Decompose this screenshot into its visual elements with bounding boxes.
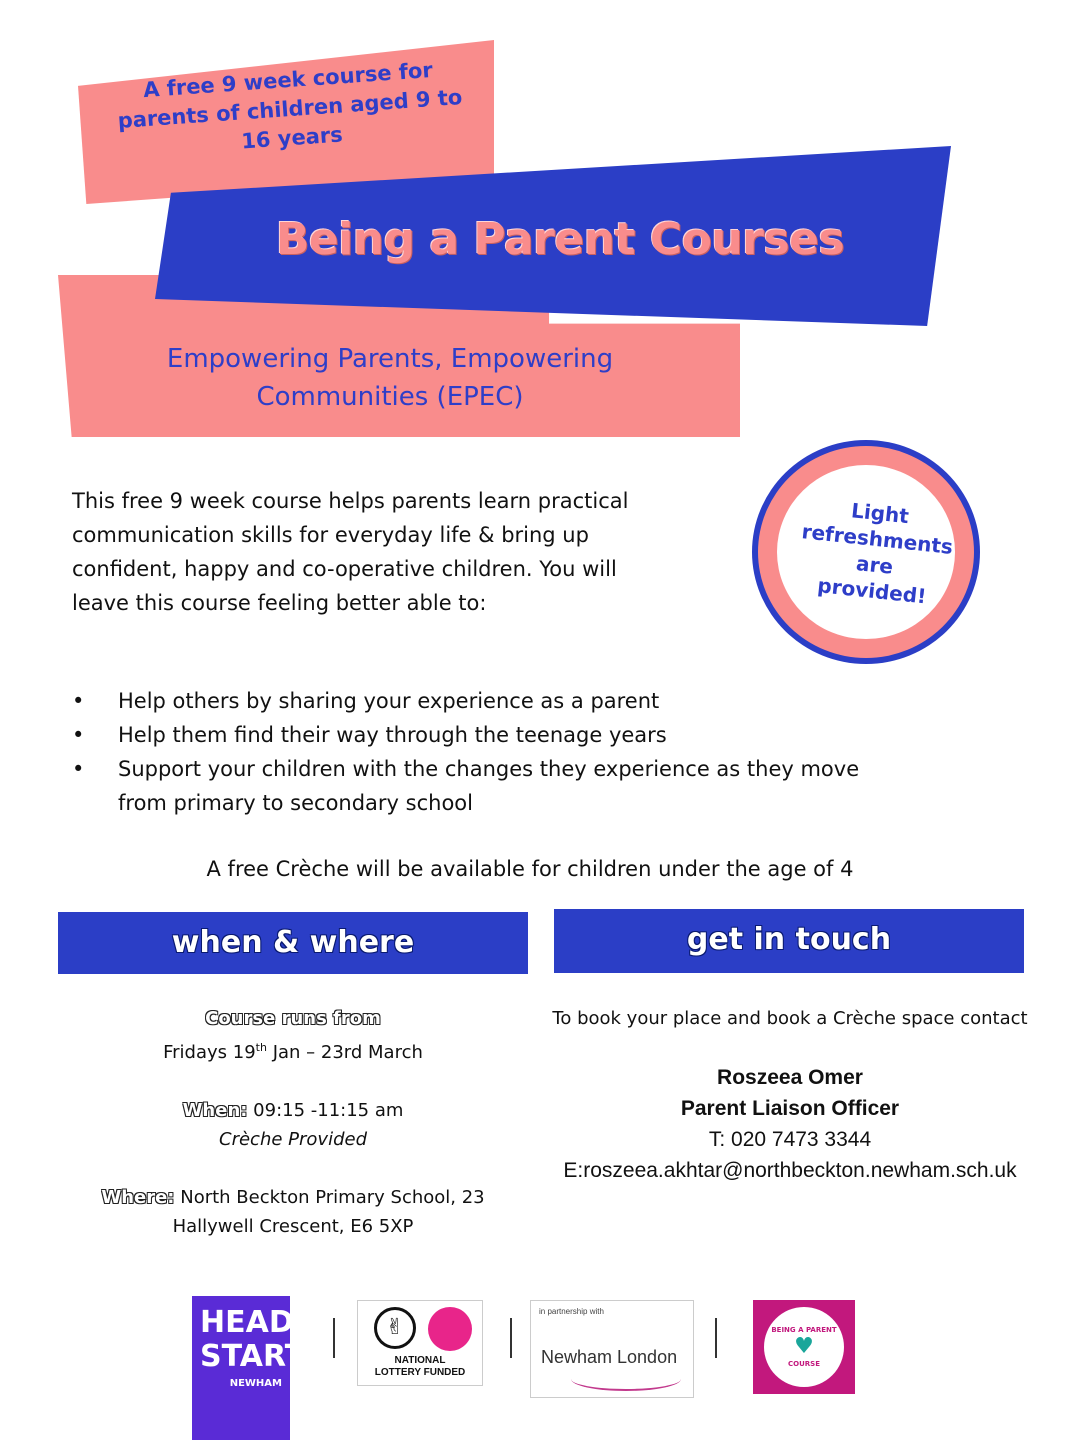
logo-divider xyxy=(333,1318,335,1358)
contact-role: Parent Liaison Officer xyxy=(680,1097,900,1120)
lottery-line-2: LOTTERY FUNDED xyxy=(374,1367,466,1378)
refreshments-badge xyxy=(752,440,980,664)
crossed-fingers-icon: ✌ xyxy=(374,1307,416,1349)
where-value-line-2: Hallywell Crescent, E6 5XP xyxy=(172,1216,414,1237)
refreshments-line-2: refreshments are xyxy=(800,519,955,579)
logo-divider xyxy=(715,1318,717,1358)
where-value-line-1: North Beckton Primary School, 23 xyxy=(174,1187,485,1208)
list-item: • Help them find their way through the teenage years xyxy=(72,718,892,752)
newham-logo xyxy=(530,1300,694,1398)
lottery-line-1: NATIONAL xyxy=(394,1355,446,1366)
being-a-parent-circle xyxy=(764,1307,844,1387)
refreshments-line-3: provided! xyxy=(816,573,928,609)
when-where-heading xyxy=(58,912,528,974)
lottery-text xyxy=(358,1355,482,1379)
subtitle-line-1: Empowering Parents, Empowering xyxy=(166,344,614,374)
bap-bottom-text: COURSE xyxy=(788,1360,820,1368)
contact-name: Roszeea Omer xyxy=(717,1066,863,1089)
refreshments-badge-inner xyxy=(777,465,955,639)
when-label: When: xyxy=(182,1100,248,1121)
bap-top-text: BEING A PARENT xyxy=(771,1326,837,1334)
get-in-touch-heading xyxy=(554,909,1024,973)
logo-divider xyxy=(510,1318,512,1358)
when-value: 09:15 -11:15 am xyxy=(247,1100,404,1121)
benefits-list xyxy=(72,684,892,820)
refreshments-text xyxy=(792,492,960,612)
creche-provided: Crèche Provided xyxy=(219,1129,367,1150)
tagline: A free 9 week course for parents of children aged 9 to 16 years xyxy=(116,57,464,154)
get-in-touch-heading-text: get in touch xyxy=(686,922,892,957)
headstart-line-3: NEWHAM xyxy=(229,1378,282,1389)
lottery-logo xyxy=(357,1300,483,1386)
when-where-heading-text: when & where xyxy=(171,925,415,960)
course-dates-end: Jan – 23rd March xyxy=(266,1042,423,1063)
headstart-line-2: START xyxy=(200,1339,306,1374)
contact-details xyxy=(520,1062,1060,1186)
contact-phone: T: 020 7473 3344 xyxy=(708,1128,872,1151)
contact-intro: To book your place and book a Crèche space contact xyxy=(552,1008,1028,1029)
course-dates-suffix: th xyxy=(255,1041,267,1054)
heart-icon: ♥ xyxy=(794,1334,814,1359)
course-time xyxy=(58,1096,528,1125)
being-a-parent-logo xyxy=(753,1300,855,1394)
headstart-logo xyxy=(192,1296,306,1440)
list-item: • Help others by sharing your experience as a parent xyxy=(72,684,892,718)
creche-note: A free Crèche will be available for children under the age of 4 xyxy=(206,857,854,881)
where-label: Where: xyxy=(101,1187,175,1208)
refreshments-line-1: Light xyxy=(850,498,911,529)
contact-email: E:roszeea.akhtar@northbeckton.newham.sch.uk xyxy=(563,1159,1017,1182)
intro-paragraph: This free 9 week course helps parents learn practical communication skills for everyday life & bring up confident, happy and co-operative children. You will leave this course feeling better able to: xyxy=(72,489,629,615)
course-dates-start: Fridays 19 xyxy=(163,1042,256,1063)
course-location xyxy=(58,1183,528,1212)
page-subtitle xyxy=(110,340,670,416)
course-runs-label: Course runs from xyxy=(205,1008,381,1029)
list-item: • Support your children with the changes they experience as they move from primary to secondary school xyxy=(72,752,892,820)
headstart-line-1: HEAD xyxy=(200,1305,294,1340)
course-dates xyxy=(58,1033,528,1067)
newham-partner-text: in partnership with xyxy=(539,1307,604,1316)
subtitle-line-2: Communities (EPEC) xyxy=(256,382,524,412)
newham-swoosh-icon xyxy=(571,1367,681,1391)
newham-name: Newham London xyxy=(541,1347,678,1367)
page-title: Being a Parent Courses xyxy=(275,214,845,265)
when-where-details xyxy=(58,1004,528,1241)
big-lottery-circle-icon xyxy=(428,1307,472,1351)
